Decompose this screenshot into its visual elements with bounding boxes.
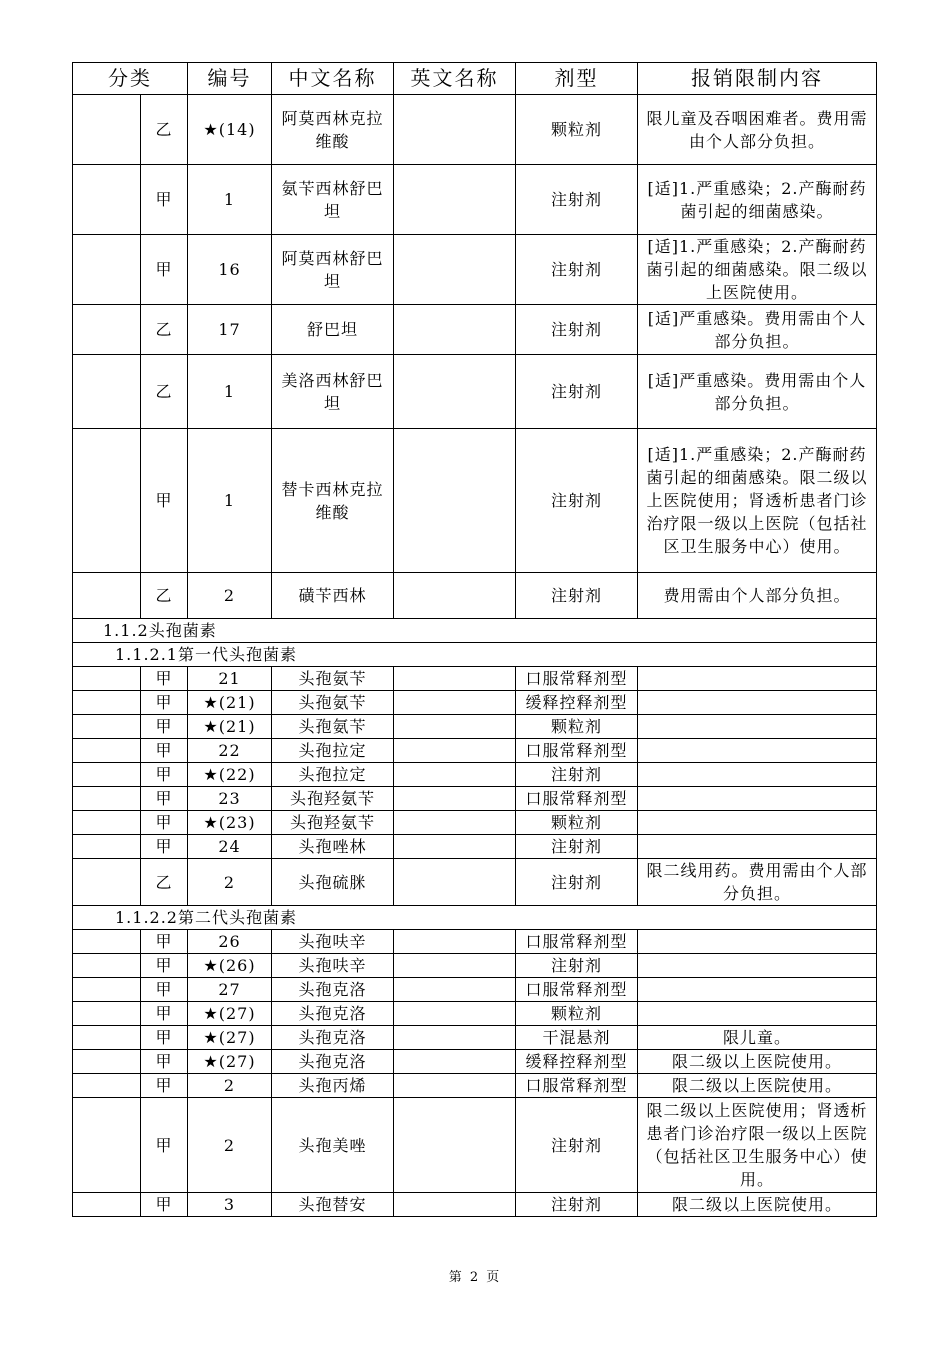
category-blank [73,715,141,739]
code-cell: 2 [188,859,272,906]
drug-table [72,62,877,1217]
class-cell: 甲 [141,235,188,305]
form-cell: 注射剂 [516,429,638,573]
category-blank [73,1098,141,1193]
restriction-cell [638,954,877,978]
form-cell: 颗粒剂 [516,95,638,165]
class-cell: 甲 [141,429,188,573]
cn-name-cell: 头孢丙烯 [272,1074,394,1098]
class-cell: 甲 [141,1098,188,1193]
code-cell: 2 [188,1074,272,1098]
class-cell: 乙 [141,305,188,355]
table-row [73,1193,877,1217]
class-cell: 甲 [141,763,188,787]
form-cell: 口服常释剂型 [516,978,638,1002]
cn-name-cell: 头孢羟氨苄 [272,811,394,835]
code-cell: ★(21) [188,691,272,715]
en-name-cell [394,1074,516,1098]
restriction-cell [638,787,877,811]
cn-name-cell: 头孢克洛 [272,1026,394,1050]
code-cell: 1 [188,165,272,235]
table-row [73,978,877,1002]
section-title: 1.1.2.1第一代头孢菌素 [73,643,877,667]
cn-name-cell: 头孢拉定 [272,739,394,763]
form-cell: 注射剂 [516,573,638,619]
en-name-cell [394,1050,516,1074]
restriction-cell [638,763,877,787]
class-cell: 甲 [141,739,188,763]
code-cell: 16 [188,235,272,305]
category-blank [73,1193,141,1217]
cn-name-cell: 头孢美唑 [272,1098,394,1193]
form-cell: 口服常释剂型 [516,739,638,763]
class-cell: 甲 [141,811,188,835]
form-cell: 注射剂 [516,165,638,235]
category-blank [73,691,141,715]
en-name-cell [394,930,516,954]
code-cell: ★(23) [188,811,272,835]
cn-name-cell: 头孢唑林 [272,835,394,859]
form-cell: 注射剂 [516,763,638,787]
form-cell: 注射剂 [516,355,638,429]
table-row [73,1002,877,1026]
table-row [73,1098,877,1193]
category-blank [73,305,141,355]
category-blank [73,429,141,573]
class-cell: 甲 [141,978,188,1002]
form-cell: 注射剂 [516,1098,638,1193]
en-name-cell [394,165,516,235]
en-name-cell [394,787,516,811]
header-code: 编号 [188,63,272,95]
form-cell: 颗粒剂 [516,1002,638,1026]
cn-name-cell: 氨苄西林舒巴坦 [272,165,394,235]
form-cell: 口服常释剂型 [516,787,638,811]
table-row [73,165,877,235]
cn-name-cell: 磺苄西林 [272,573,394,619]
section-title: 1.1.2.2第二代头孢菌素 [73,906,877,930]
restriction-cell [638,667,877,691]
en-name-cell [394,1026,516,1050]
cn-name-cell: 头孢克洛 [272,1002,394,1026]
category-blank [73,165,141,235]
form-cell: 注射剂 [516,859,638,906]
restriction-cell: [适]严重感染。费用需由个人部分负担。 [638,305,877,355]
en-name-cell [394,691,516,715]
category-blank [73,811,141,835]
en-name-cell [394,763,516,787]
form-cell: 颗粒剂 [516,811,638,835]
en-name-cell [394,235,516,305]
code-cell: ★(21) [188,715,272,739]
table-row [73,715,877,739]
class-cell: 甲 [141,1002,188,1026]
table-row [73,305,877,355]
table-row [73,787,877,811]
header-category: 分类 [73,63,188,95]
table-row [73,954,877,978]
category-blank [73,763,141,787]
en-name-cell [394,667,516,691]
form-cell: 颗粒剂 [516,715,638,739]
class-cell: 甲 [141,1050,188,1074]
class-cell: 甲 [141,1193,188,1217]
header-form: 剂型 [516,63,638,95]
class-cell: 乙 [141,573,188,619]
category-blank [73,235,141,305]
class-cell: 乙 [141,355,188,429]
table-row [73,763,877,787]
restriction-cell: 限儿童及吞咽困难者。费用需由个人部分负担。 [638,95,877,165]
table-row [73,235,877,305]
table-row [73,691,877,715]
form-cell: 缓释控释剂型 [516,691,638,715]
restriction-cell [638,739,877,763]
restriction-cell [638,1002,877,1026]
table-row [73,667,877,691]
cn-name-cell: 阿莫西林克拉维酸 [272,95,394,165]
restriction-cell [638,811,877,835]
section-row [73,619,877,643]
page-number: 第 2 页 [448,1270,502,1285]
cn-name-cell: 头孢硫脒 [272,859,394,906]
code-cell: 1 [188,355,272,429]
cn-name-cell: 头孢氨苄 [272,715,394,739]
restriction-cell: [适]1.严重感染；2.产酶耐药菌引起的细菌感染。限二级以上医院使用；肾透析患者门诊治疗限一级以上医院（包括社区卫生服务中心）使用。 [638,429,877,573]
restriction-cell: [适]1.严重感染；2.产酶耐药菌引起的细菌感染。 [638,165,877,235]
table-row [73,429,877,573]
en-name-cell [394,715,516,739]
table-row [73,1026,877,1050]
restriction-cell: 限二级以上医院使用。 [638,1074,877,1098]
category-blank [73,1002,141,1026]
class-cell: 甲 [141,787,188,811]
class-cell: 乙 [141,95,188,165]
form-cell: 注射剂 [516,235,638,305]
category-blank [73,573,141,619]
code-cell: 21 [188,667,272,691]
cn-name-cell: 阿莫西林舒巴坦 [272,235,394,305]
category-blank [73,954,141,978]
cn-name-cell: 头孢呋辛 [272,930,394,954]
section-row [73,906,877,930]
code-cell: ★(27) [188,1050,272,1074]
table-row [73,1050,877,1074]
category-blank [73,835,141,859]
en-name-cell [394,835,516,859]
table-row [73,811,877,835]
restriction-cell: 限二线用药。费用需由个人部分负担。 [638,859,877,906]
restriction-cell: [适]严重感染。费用需由个人部分负担。 [638,355,877,429]
table-row [73,1074,877,1098]
cn-name-cell: 头孢羟氨苄 [272,787,394,811]
class-cell: 甲 [141,835,188,859]
restriction-cell [638,835,877,859]
table-row [73,355,877,429]
cn-name-cell: 舒巴坦 [272,305,394,355]
code-cell: ★(26) [188,954,272,978]
category-blank [73,859,141,906]
code-cell: ★(27) [188,1002,272,1026]
en-name-cell [394,305,516,355]
category-blank [73,1074,141,1098]
code-cell: ★(22) [188,763,272,787]
class-cell: 甲 [141,691,188,715]
en-name-cell [394,1193,516,1217]
cn-name-cell: 头孢氨苄 [272,667,394,691]
category-blank [73,739,141,763]
table-row [73,573,877,619]
cn-name-cell: 美洛西林舒巴坦 [272,355,394,429]
category-blank [73,978,141,1002]
class-cell: 甲 [141,930,188,954]
form-cell: 干混悬剂 [516,1026,638,1050]
cn-name-cell: 头孢拉定 [272,763,394,787]
en-name-cell [394,739,516,763]
restriction-cell [638,930,877,954]
class-cell: 甲 [141,1074,188,1098]
en-name-cell [394,811,516,835]
section-row [73,643,877,667]
code-cell: ★(27) [188,1026,272,1050]
form-cell: 口服常释剂型 [516,1074,638,1098]
table-row [73,859,877,906]
restriction-cell: 限二级以上医院使用。 [638,1050,877,1074]
category-blank [73,1050,141,1074]
category-blank [73,787,141,811]
code-cell: 1 [188,429,272,573]
category-blank [73,355,141,429]
cn-name-cell: 头孢克洛 [272,1050,394,1074]
code-cell: 22 [188,739,272,763]
restriction-cell: [适]1.严重感染；2.产酶耐药菌引起的细菌感染。限二级以上医院使用。 [638,235,877,305]
class-cell: 甲 [141,954,188,978]
header-en-name: 英文名称 [394,63,516,95]
form-cell: 口服常释剂型 [516,667,638,691]
class-cell: 乙 [141,859,188,906]
class-cell: 甲 [141,165,188,235]
restriction-cell: 限二级以上医院使用；肾透析患者门诊治疗限一级以上医院（包括社区卫生服务中心）使用。 [638,1098,877,1193]
table-row [73,835,877,859]
en-name-cell [394,954,516,978]
form-cell: 缓释控释剂型 [516,1050,638,1074]
restriction-cell: 限二级以上医院使用。 [638,1193,877,1217]
code-cell: 27 [188,978,272,1002]
cn-name-cell: 头孢替安 [272,1193,394,1217]
form-cell: 注射剂 [516,835,638,859]
restriction-cell: 限儿童。 [638,1026,877,1050]
en-name-cell [394,95,516,165]
code-cell: 24 [188,835,272,859]
form-cell: 注射剂 [516,305,638,355]
category-blank [73,667,141,691]
class-cell: 甲 [141,1026,188,1050]
code-cell: 2 [188,1098,272,1193]
class-cell: 甲 [141,667,188,691]
en-name-cell [394,1098,516,1193]
cn-name-cell: 头孢克洛 [272,978,394,1002]
header-restriction: 报销限制内容 [638,63,877,95]
section-title: 1.1.2头孢菌素 [73,619,877,643]
en-name-cell [394,859,516,906]
en-name-cell [394,355,516,429]
header-row [73,63,877,95]
code-cell: 3 [188,1193,272,1217]
restriction-cell [638,978,877,1002]
table-row [73,930,877,954]
en-name-cell [394,1002,516,1026]
cn-name-cell: 替卡西林克拉维酸 [272,429,394,573]
restriction-cell: 费用需由个人部分负担。 [638,573,877,619]
form-cell: 口服常释剂型 [516,930,638,954]
category-blank [73,95,141,165]
table-row [73,95,877,165]
en-name-cell [394,429,516,573]
cn-name-cell: 头孢氨苄 [272,691,394,715]
en-name-cell [394,978,516,1002]
header-cn-name: 中文名称 [272,63,394,95]
category-blank [73,930,141,954]
class-cell: 甲 [141,715,188,739]
code-cell: 2 [188,573,272,619]
code-cell: 17 [188,305,272,355]
code-cell: 23 [188,787,272,811]
form-cell: 注射剂 [516,1193,638,1217]
code-cell: ★(14) [188,95,272,165]
restriction-cell [638,715,877,739]
form-cell: 注射剂 [516,954,638,978]
table-row [73,739,877,763]
en-name-cell [394,573,516,619]
code-cell: 26 [188,930,272,954]
cn-name-cell: 头孢呋辛 [272,954,394,978]
restriction-cell [638,691,877,715]
category-blank [73,1026,141,1050]
